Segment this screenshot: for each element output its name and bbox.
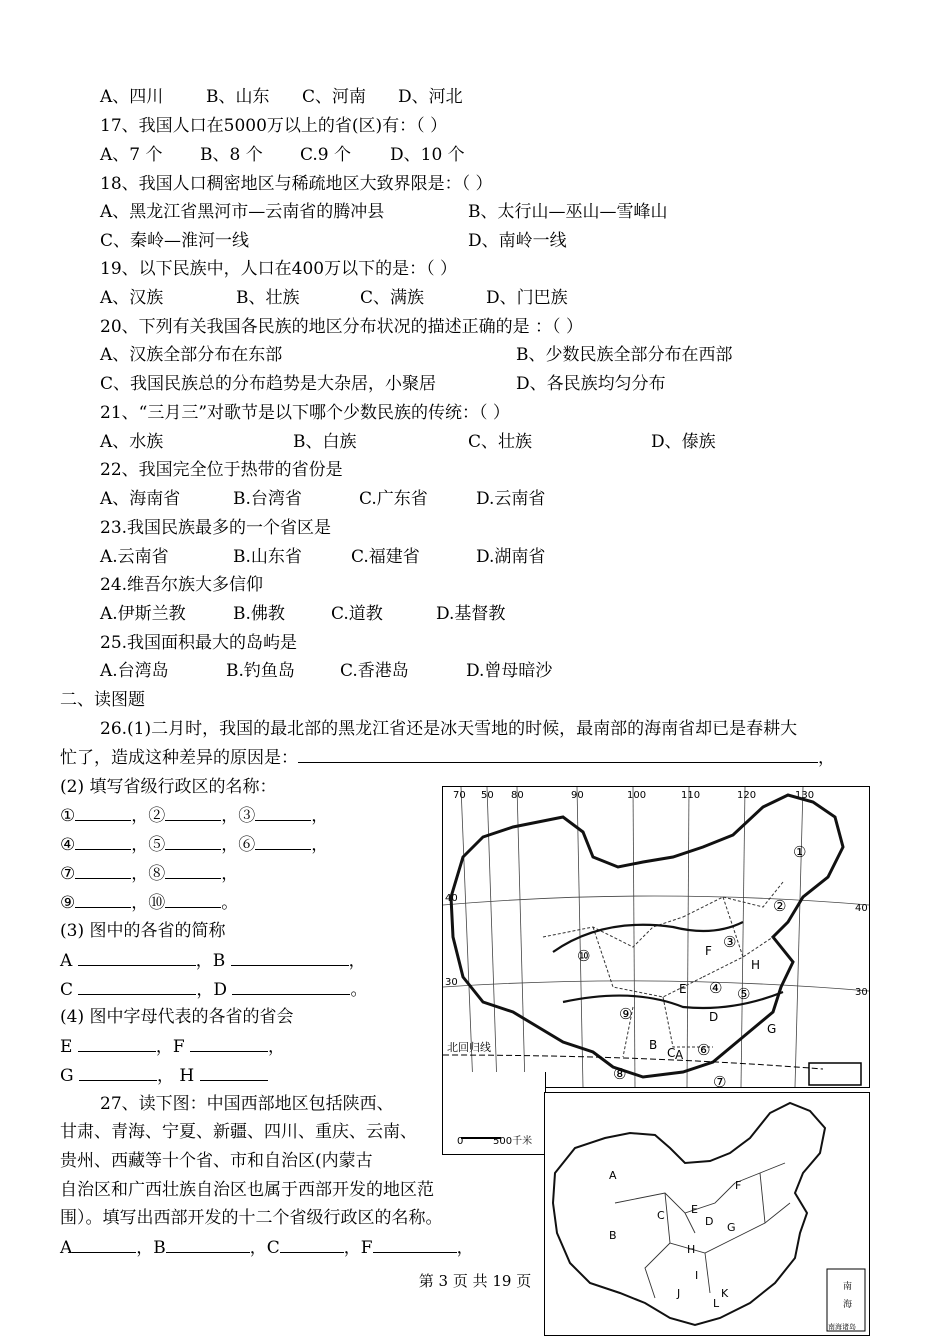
q19-option-c: C、满族 (360, 288, 425, 308)
letter-f: F (360, 1238, 373, 1258)
lon-label: 50 (481, 790, 494, 801)
q25-option-c: C.香港岛 (340, 661, 409, 681)
q27-line2: 甘肃、青海、宁夏、新疆、四川、重庆、云南、 (60, 1122, 417, 1142)
lat-label: 40 (445, 893, 458, 904)
comma: ， (131, 864, 149, 884)
map2-svg (545, 1093, 869, 1335)
comma: ， (221, 806, 239, 826)
scale-panel (442, 1072, 546, 1155)
inset-label: 南 (843, 1282, 853, 1292)
q26-capital-row2 (60, 1064, 268, 1087)
letter-a: A (60, 1238, 73, 1258)
map2-letter: A (609, 1169, 617, 1182)
circled-5: ⑤ (148, 835, 166, 855)
lat-label: 30 (855, 987, 868, 998)
q21-stem: 21、“三月三”对歌节是以下哪个少数民族的传统：（ ） (100, 403, 510, 423)
q27-line4: 自治区和广西壮族自治区也属于西部开发的地区范 (60, 1180, 434, 1200)
map2-letter: J (677, 1287, 681, 1300)
circled-8: ⑧ (148, 864, 166, 884)
q16-option-c: C、河南 (302, 87, 367, 107)
region-letter: G (767, 1022, 777, 1036)
letter-d: D (213, 980, 228, 1000)
q26-line2-prefix: 忙了，造成这种差异的原因是： (60, 748, 298, 768)
letter-b: B (212, 951, 226, 971)
lat-label: 30 (445, 977, 458, 988)
lon-label: 90 (571, 790, 584, 801)
blank-abbr-b[interactable] (231, 949, 349, 966)
q21-option-a: A、水族 (100, 432, 164, 452)
letter-b: B (153, 1238, 166, 1258)
inset-label: 南海诸岛 (828, 1323, 856, 1331)
q27-line1: 27、读下图：中国西部地区包括陕西、 (100, 1094, 394, 1114)
q26-abbr-row1 (60, 949, 366, 972)
lon-label: 120 (737, 790, 757, 801)
scale-label: 500千米 (493, 1136, 533, 1147)
q18-option-a: A、黑龙江省黑河市—云南省的腾冲县 (100, 202, 385, 222)
q25-option-a: A.台湾岛 (100, 661, 169, 681)
comma: ， (221, 835, 239, 855)
region-number: ⑤ (737, 985, 751, 1003)
q23-option-b: B.山东省 (233, 547, 302, 567)
region-letter: B (649, 1038, 658, 1052)
q24-option-c: C.道教 (331, 604, 383, 624)
page-footer (0, 1270, 950, 1291)
region-number: ⑩ (577, 947, 591, 965)
q19-option-d: D、门巴族 (486, 288, 568, 308)
q26-capital-row1 (60, 1035, 285, 1058)
region-number: ② (773, 897, 787, 915)
q22-option-d: D.云南省 (476, 489, 546, 509)
region-numbers (577, 843, 806, 1087)
map2-letter: E (691, 1203, 698, 1216)
q19-option-b: B、壮族 (236, 288, 300, 308)
circled-4: ④ (60, 835, 76, 855)
q21-option-d: D、傣族 (651, 432, 716, 452)
inset-label: 海 (843, 1300, 853, 1310)
map2-letter: K (721, 1287, 729, 1300)
province-borders (543, 882, 783, 1057)
q21-option-c: C、壮族 (468, 432, 533, 452)
letter-g: G (60, 1066, 74, 1086)
q24-option-d: D.基督教 (436, 604, 506, 624)
letter-a: A (60, 951, 73, 971)
comma: ， (131, 806, 149, 826)
lon-label: 110 (681, 790, 701, 801)
q20-option-a: A、汉族全部分布在东部 (100, 345, 283, 365)
q27-line5: 围）。填写出西部开发的十二个省级行政区的名称。 (60, 1208, 443, 1228)
map2-letter: F (735, 1179, 742, 1192)
q24-option-a: A.伊斯兰教 (100, 604, 186, 624)
q19-stem: 19、以下民族中，人口在400万以下的是：（ ） (100, 259, 457, 279)
blank-10[interactable] (165, 891, 221, 908)
scale-svg (443, 1072, 545, 1154)
region-letter: D (709, 1010, 719, 1024)
map2-letter: C (657, 1209, 665, 1222)
q24-option-b: B.佛教 (233, 604, 285, 624)
blank-q27-b[interactable] (166, 1236, 250, 1253)
region-letter: F (705, 944, 712, 958)
blank-7[interactable] (75, 862, 131, 879)
letter-c: C (266, 1238, 280, 1258)
comma: ， (131, 893, 149, 913)
china-outline-2 (553, 1103, 825, 1325)
q18-option-b: B、太行山—巫山—雪峰山 (468, 202, 668, 222)
q26-blanks-row1 (60, 804, 328, 827)
q16-option-b: B、山东 (206, 87, 270, 107)
circled-1: ① (60, 806, 76, 826)
q23-option-a: A.云南省 (100, 547, 169, 567)
map2-letter: H (687, 1243, 696, 1256)
comma: ， (268, 1037, 286, 1057)
map2-letter: D (705, 1215, 714, 1228)
q26-blanks-row2 (60, 833, 328, 856)
blank-abbr-d[interactable] (232, 978, 350, 995)
comma: ， (136, 1238, 154, 1258)
blank-4[interactable] (75, 833, 131, 850)
q17-option-d: D、10 个 (390, 145, 465, 165)
comma: ， (311, 806, 329, 826)
circled-9: ⑨ (60, 893, 76, 913)
lon-label: 130 (795, 790, 815, 801)
region-number: ④ (709, 979, 723, 997)
q26-line2-suffix: ， (818, 748, 835, 768)
region-number: ⑥ (697, 1041, 711, 1059)
letter-c: C (60, 980, 74, 1000)
circled-6: ⑥ (238, 835, 256, 855)
letter-e: E (60, 1037, 73, 1057)
q17-option-b: B、8 个 (200, 145, 263, 165)
circled-3: ③ (238, 806, 256, 826)
comma: ， (157, 1066, 174, 1086)
q18-stem: 18、我国人口稠密地区与稀疏地区大致界限是：（ ） (100, 174, 493, 194)
q20-stem: 20、下列有关我国各民族的地区分布状况的描述正确的是 ：（ ） (100, 317, 583, 337)
lat-label: 40 (855, 903, 868, 914)
q26-part3-heading: (3) 图中的各省的简称 (60, 921, 226, 941)
scale-zero: 0 (457, 1136, 464, 1147)
lon-label: 100 (627, 790, 647, 801)
q20-option-d: D、各民族均匀分布 (516, 374, 666, 394)
q18-option-c: C、秦岭—淮河一线 (100, 231, 250, 251)
q21-option-b: B、白族 (293, 432, 357, 452)
region-letter: E (679, 982, 687, 996)
circled-2: ② (148, 806, 166, 826)
q26-line2 (60, 746, 835, 769)
region-number: ① (793, 843, 807, 861)
region-letter: A (675, 1048, 684, 1062)
q22-option-c: C.广东省 (359, 489, 428, 509)
q17-option-a: A、7 个 (100, 145, 163, 165)
comma: ， (348, 951, 366, 971)
blank-q27-a[interactable] (72, 1236, 136, 1253)
circled-7: ⑦ (60, 864, 76, 884)
map2-letter: L (713, 1297, 720, 1310)
comma: ， (456, 1238, 474, 1258)
region-number: ⑧ (613, 1065, 627, 1083)
q22-option-b: B.台湾省 (233, 489, 302, 509)
q24-stem: 24.维吾尔族大多信仰 (100, 575, 264, 595)
blank-abbr-a[interactable] (78, 949, 196, 966)
q26-blanks-row4 (60, 891, 238, 914)
inset-box (809, 1063, 861, 1085)
comma: ， (343, 1238, 361, 1258)
blank-capital-h[interactable] (200, 1064, 268, 1081)
comma: ， (221, 864, 239, 884)
blank-capital-f[interactable] (190, 1035, 268, 1052)
blank-9[interactable] (75, 891, 131, 908)
comma: ， (155, 1037, 173, 1057)
blank-capital-g[interactable] (79, 1064, 157, 1081)
q17-stem: 17、我国人口在5000万以上的省(区)有：（ ） (100, 116, 448, 136)
q26-abbr-row2 (60, 978, 367, 1001)
blank-capital-e[interactable] (78, 1035, 156, 1052)
china-province-map (442, 786, 870, 1088)
blank-5[interactable] (165, 833, 221, 850)
china-outline (451, 795, 843, 1077)
q27-answers (60, 1236, 474, 1259)
period: 。 (221, 893, 239, 913)
blank-q27-c[interactable] (280, 1236, 344, 1253)
q27-line3: 贵州、西藏等十个省、市和自治区(内蒙古 (60, 1151, 373, 1171)
lon-label: 80 (511, 790, 524, 801)
comma: ， (195, 951, 213, 971)
q16-option-d: D、河北 (398, 87, 463, 107)
map1-svg (443, 787, 869, 1087)
q17-option-c: C.9 个 (300, 145, 352, 165)
blank-3[interactable] (255, 804, 311, 821)
region-number: ⑨ (619, 1005, 633, 1023)
region-number: ⑦ (713, 1073, 727, 1087)
q25-option-d: D.曾母暗沙 (466, 661, 553, 681)
map2-letter: B (609, 1229, 617, 1242)
tropic-label: 北回归线 (447, 1041, 491, 1054)
comma: ， (196, 980, 214, 1000)
tropic-line (443, 1055, 823, 1069)
q25-option-b: B.钓鱼岛 (226, 661, 295, 681)
q26-line1: 26.(1)二月时，我国的最北部的黑龙江省还是冰天雪地的时候，最南部的海南省却已是春耕大 (100, 719, 798, 739)
period: 。 (350, 980, 368, 1000)
section-heading: 二、读图题 (60, 690, 145, 710)
letter-h: H (179, 1066, 195, 1086)
blank-6[interactable] (255, 833, 311, 850)
map2-letter: G (727, 1221, 736, 1234)
blank-abbr-c[interactable] (78, 978, 196, 995)
q22-option-a: A、海南省 (100, 489, 181, 509)
circled-10: ⑩ (148, 893, 166, 913)
letter-f: F (172, 1037, 185, 1057)
lon-label: 70 (453, 790, 466, 801)
q26-part4-heading: (4) 图中字母代表的各省的省会 (60, 1007, 294, 1027)
region-number: ③ (723, 933, 737, 951)
page-number: 第 3 页 共 19 页 (418, 1272, 532, 1290)
q20-option-b: B、少数民族全部分布在西部 (516, 345, 733, 365)
blank-1[interactable] (75, 804, 131, 821)
q23-option-c: C.福建省 (351, 547, 420, 567)
western-region-map (544, 1092, 870, 1336)
comma: ， (311, 835, 329, 855)
blank-2[interactable] (165, 804, 221, 821)
q23-stem: 23.我国民族最多的一个省区是 (100, 518, 332, 538)
q26-reason-blank[interactable] (298, 746, 818, 763)
q23-option-d: D.湖南省 (476, 547, 546, 567)
blank-8[interactable] (165, 862, 221, 879)
q26-blanks-row3 (60, 862, 238, 885)
map2-letter: I (695, 1269, 699, 1282)
q26-part2-heading: (2) 填写省级行政区的名称： (60, 777, 277, 797)
q16-option-a: A、四川 (100, 87, 164, 107)
q19-option-a: A、汉族 (100, 288, 164, 308)
q25-stem: 25.我国面积最大的岛屿是 (100, 633, 298, 653)
q18-option-d: D、南岭一线 (468, 231, 567, 251)
q22-stem: 22、我国完全位于热带的省份是 (100, 460, 343, 480)
region-letter: H (751, 958, 761, 972)
comma: ， (249, 1238, 267, 1258)
comma: ， (131, 835, 149, 855)
q20-option-c: C、我国民族总的分布趋势是大杂居，小聚居 (100, 374, 437, 394)
region-letter: C (667, 1046, 676, 1060)
blank-q27-f[interactable] (373, 1236, 457, 1253)
